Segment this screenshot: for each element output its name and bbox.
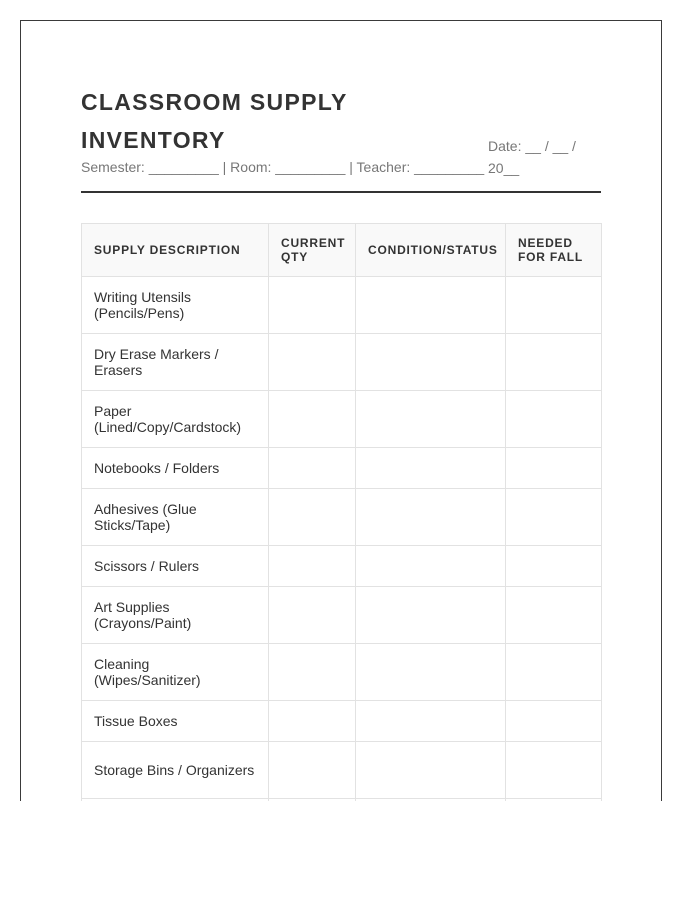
document-header: [81, 83, 601, 193]
table-row: [82, 644, 602, 701]
column-header-needed-for-fall: NEEDED FOR FALL: [506, 224, 602, 277]
condition-status-cell[interactable]: [356, 742, 506, 799]
condition-status-cell[interactable]: [356, 334, 506, 391]
date-line: Date: __ / __ /: [488, 138, 576, 154]
empty-cell[interactable]: [506, 799, 602, 802]
column-header-condition-status: CONDITION/STATUS: [356, 224, 506, 277]
current-qty-cell[interactable]: [269, 334, 356, 391]
table-row: [82, 448, 602, 489]
table-row: [82, 277, 602, 334]
column-header-supply-description: SUPPLY DESCRIPTION: [82, 224, 269, 277]
condition-status-cell[interactable]: [356, 546, 506, 587]
supply-description-cell: Writing Utensils (Pencils/Pens): [82, 277, 269, 334]
supply-description-cell: Paper (Lined/Copy/Cardstock): [82, 391, 269, 448]
current-qty-cell[interactable]: [269, 489, 356, 546]
supply-description-cell: Storage Bins / Organizers: [82, 742, 269, 799]
document-page: [20, 20, 662, 801]
needed-for-fall-cell[interactable]: [506, 701, 602, 742]
empty-cell[interactable]: [82, 799, 269, 802]
needed-for-fall-cell[interactable]: [506, 448, 602, 489]
condition-status-cell[interactable]: [356, 701, 506, 742]
inventory-table: [81, 223, 602, 801]
table-row: [82, 546, 602, 587]
supply-description-cell: Tissue Boxes: [82, 701, 269, 742]
supply-description-cell: Notebooks / Folders: [82, 448, 269, 489]
table-row: [82, 742, 602, 799]
supply-description-cell: Cleaning (Wipes/Sanitizer): [82, 644, 269, 701]
condition-status-cell[interactable]: [356, 587, 506, 644]
needed-for-fall-cell[interactable]: [506, 489, 602, 546]
table-row: [82, 489, 602, 546]
condition-status-cell[interactable]: [356, 489, 506, 546]
current-qty-cell[interactable]: [269, 701, 356, 742]
table-row: [82, 334, 602, 391]
table-row: [82, 799, 602, 802]
column-header-current-qty: CURRENT QTY: [269, 224, 356, 277]
current-qty-cell[interactable]: [269, 587, 356, 644]
condition-status-cell[interactable]: [356, 448, 506, 489]
condition-status-cell[interactable]: [356, 391, 506, 448]
needed-for-fall-cell[interactable]: [506, 644, 602, 701]
table-row: [82, 391, 602, 448]
supply-description-cell: Art Supplies (Crayons/Paint): [82, 587, 269, 644]
supply-description-cell: Scissors / Rulers: [82, 546, 269, 587]
empty-cell[interactable]: [356, 799, 506, 802]
needed-for-fall-cell[interactable]: [506, 277, 602, 334]
needed-for-fall-cell[interactable]: [506, 587, 602, 644]
supply-description-cell: Adhesives (Glue Sticks/Tape): [82, 489, 269, 546]
supply-description-cell: Dry Erase Markers / Erasers: [82, 334, 269, 391]
condition-status-cell[interactable]: [356, 277, 506, 334]
needed-for-fall-cell[interactable]: [506, 546, 602, 587]
date-field: [488, 135, 588, 179]
empty-cell[interactable]: [269, 799, 356, 802]
semester-room-teacher-line: Semester: _________ | Room: _________ | Teacher: _________: [81, 159, 485, 175]
current-qty-cell[interactable]: [269, 448, 356, 489]
table-header-row: [82, 224, 602, 277]
current-qty-cell[interactable]: [269, 644, 356, 701]
page-title: CLASSROOM SUPPLY INVENTORY: [81, 89, 348, 153]
needed-for-fall-cell[interactable]: [506, 334, 602, 391]
table-row: [82, 587, 602, 644]
condition-status-cell[interactable]: [356, 644, 506, 701]
table-row: [82, 701, 602, 742]
current-qty-cell[interactable]: [269, 391, 356, 448]
current-qty-cell[interactable]: [269, 546, 356, 587]
year-line: 20__: [488, 160, 520, 176]
needed-for-fall-cell[interactable]: [506, 391, 602, 448]
current-qty-cell[interactable]: [269, 742, 356, 799]
current-qty-cell[interactable]: [269, 277, 356, 334]
needed-for-fall-cell[interactable]: [506, 742, 602, 799]
